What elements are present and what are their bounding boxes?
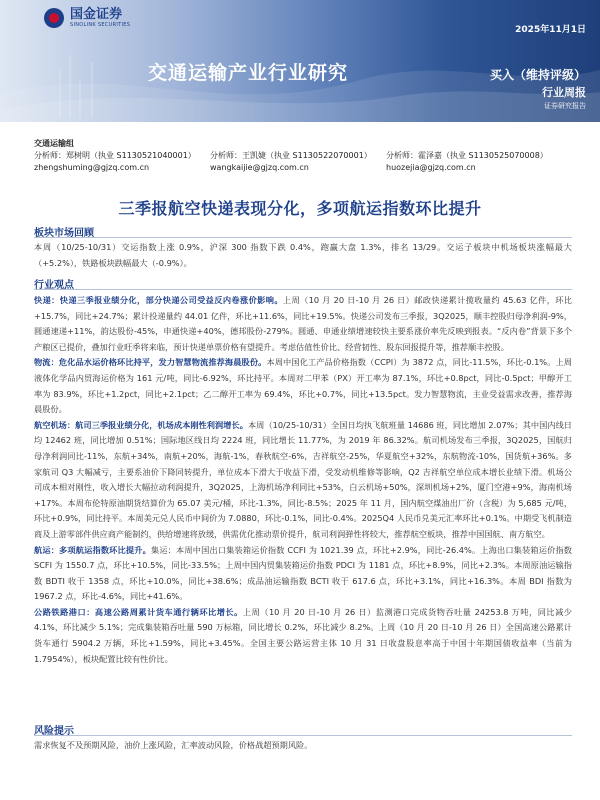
- shipping-text: 集运：本周中国出口集装箱运价指数 CCFI 为 1021.39 点，环比+2.9%，同比-26.4%。上海出口集装箱运价指数 SCFI 为 1550.7 点，环比+10.5%，同比-33.5%；上周中国内贸集装箱运价指数 PDCI 为 1181 点，环比+8.9%，同比+2.3%。本周原油运输指数 BDTI 收于 1358 点，环比+10.0%，同比+38.6%；成品油运输指数 BCTI 收于 617.6 点，环比+3.1%，同比+16.3%。本周 BDI 指数为 1967.2 点，环比-4.6%，同比+41.6%。: [34, 544, 572, 602]
- analyst-2-email[interactable]: wangkaijie@gjzq.com.cn: [210, 163, 309, 172]
- section-views-title: 行业观点: [34, 280, 74, 291]
- road-heading: 公路铁路港口：高速公路周累计货车通行辆环比增长。: [34, 606, 243, 617]
- report-type: 行业周报: [542, 86, 586, 99]
- logo-icon: [44, 8, 64, 28]
- report-headline: 三季报航空快递表现分化，多项航运指数环比提升: [118, 199, 482, 218]
- rating-label: 买入（维持评级）: [489, 68, 586, 82]
- analyst-2: 分析师：王凯婕（执业 S1130522070001）: [210, 151, 372, 160]
- divider: [34, 289, 572, 290]
- divider: [34, 237, 572, 238]
- aviation-text: 本周（10/25-10/31）全国日均执飞航班量 14686 班，同比增加 2.07%；其中国内线日均 12462 班，同比增加 0.51%；国际地区线日均 2224 班，同比增长 11.77%，为 2019 年 86.32%。航司机场发布三季报，3Q2025，国航归母净利润同比-11%，东航+34%，南航+20%，海航-1%，春秋航空-6%，吉祥航空-25%，华夏航空+32%，东航物流-10%，国货航+36%。多家航司 Q3 大幅减亏，主要系油价下降同转提升，单位成本下滑大于收益下滑，受发动机维修等影响，Q2 吉祥航空单位成本增长业绩下滑。机场公司成本相对刚性，收入增长大幅拉动利润提升，3Q2025，上海机场净利同比+53%，白云机场+50%，深圳机场+2%，厦门空港+9%，海南机场+17%。本周布伦特原油期货结算价为 65.07 美元/桶，环比-1.3%，同比-8.5%；2025 年 11 月，国内航空煤油出厂价（含税）为 5,685 元/吨，环比+0.9%，同比持平。本周美元兑人民币中间价为 7.0880，环比-0.1%，同比-0.4%。2025Q4 人民币兑美元汇率环比+0.1%。中期受飞机制造商及上游零部件供应商产能制约，供给增速将放缓，供需优化推动票价提升，航司利润弹性将较大，推荐航空板块，推荐中国国航、南方航空。: [34, 419, 572, 539]
- section-risk-title: 风险提示: [34, 726, 74, 737]
- report-date: 2025年11月1日: [515, 25, 586, 35]
- analyst-1-email[interactable]: zhengshuming@gjzq.com.cn: [34, 163, 150, 172]
- analyst-block: [34, 138, 574, 174]
- logistics-text: 本周中国化工产品价格指数（CCPI）为 3872 点，同比-11.5%，环比-0.1%。上周液体化学品内贸海运价格为 161 元/吨，同比-6.92%，环比持平。本周对二甲苯（PX）开工率为 87.1%，环比+0.8pct，同比-0.5pct；甲醇开工率为 83.9%，环比+1.2pct，同比+2.1pct；乙二醇开工率为 69.4%，环比+0.7%，同比+13.5pct。发力智慧物流，主业受益需求改善，推荐海晨股份。: [34, 357, 572, 415]
- analyst-3: 分析师：霍泽嘉（执业 S1130525070008）: [386, 151, 548, 160]
- divider: [34, 735, 572, 736]
- analyst-3-email[interactable]: huozejia@gjzq.com.cn: [386, 163, 476, 172]
- company-logo: [44, 8, 130, 28]
- report-subtitle: 证券研究报告: [544, 102, 586, 110]
- section-market-title: 板块市场回顾: [34, 228, 94, 239]
- report-banner: [0, 0, 600, 122]
- logistics-heading: 物流：危化品水运价格环比持平，发力智慧物流推荐海晨股份。: [34, 357, 267, 368]
- analyst-group: 交通运输组: [34, 139, 74, 148]
- road-text: 上周（10 月 20 日-10 月 26 日）监测港口完成货物吞吐量 24253.8 万吨，同比减少 4.1%，环比减少 5.1%；完成集装箱吞吐量 590 万标箱，同比增长 0.2%，环比减少 8.2%。上周（10 月 20 日-10 月 26 日）全国高速公路累计货车通行 5904.2 万辆，环比+1.59%，同比+3.45%。全国主要公路运营主体 10 月 31 日收盘股息率高于中国十年期国债收益率（当前为 1.7954%），板块配置比较有性价比。: [34, 606, 572, 664]
- aviation-heading: 航空机场：航司三季报业绩分化，机场成本刚性利润增长。: [34, 419, 248, 430]
- report-title: 交通运输产业行业研究: [148, 62, 349, 84]
- industry-views: [34, 293, 572, 667]
- logo-text-cn: 国金证券: [70, 7, 123, 22]
- express-heading: 快递：快递三季报业绩分化，部分快递公司受益反内卷涨价影响。: [34, 295, 283, 305]
- shipping-heading: 航运：多项航运指数环比提升。: [34, 544, 151, 555]
- risk-text: 需求恢复不及预期风险，油价上涨风险，汇率波动风险，价格战超预期风险。: [34, 740, 313, 750]
- logo-text-en: SINOLINK SECURITIES: [70, 22, 131, 28]
- market-review-text: 本周（10/25-10/31）交运指数上涨 0.9%，沪深 300 指数下跌 0.4%，跑赢大盘 1.3%，排名 13/29。交运子板块中机场板块涨幅最大（+5.2%），铁路板块跌幅最大（-0.9%）。: [34, 242, 572, 268]
- analyst-1: 分析师：郑树明（执业 S1130521040001）: [34, 151, 196, 160]
- express-text: 上周（10 月 20 日-10 月 26 日）邮政快递累计揽收量约 45.63 亿件，环比+15.7%，同比+24.7%；累计投递量约 44.01 亿件，环比+11.6%，同比+19.5%。快递公司发布三季报，3Q2025，顺丰控股归母净利润-9%，圆通速递+11%，韵达股份-45%，申通快递+40%，德邦股份-279%。圆通、申通业绩增速较快主要系涨价率先反映到报表。“反内卷”背景下多个产粮区已提价，叠加行业旺季将来临，预计快递单票价格有望提升。考虑估值性价比、经营韧性、股东回报提升等，推荐顺丰控股。: [34, 295, 572, 352]
